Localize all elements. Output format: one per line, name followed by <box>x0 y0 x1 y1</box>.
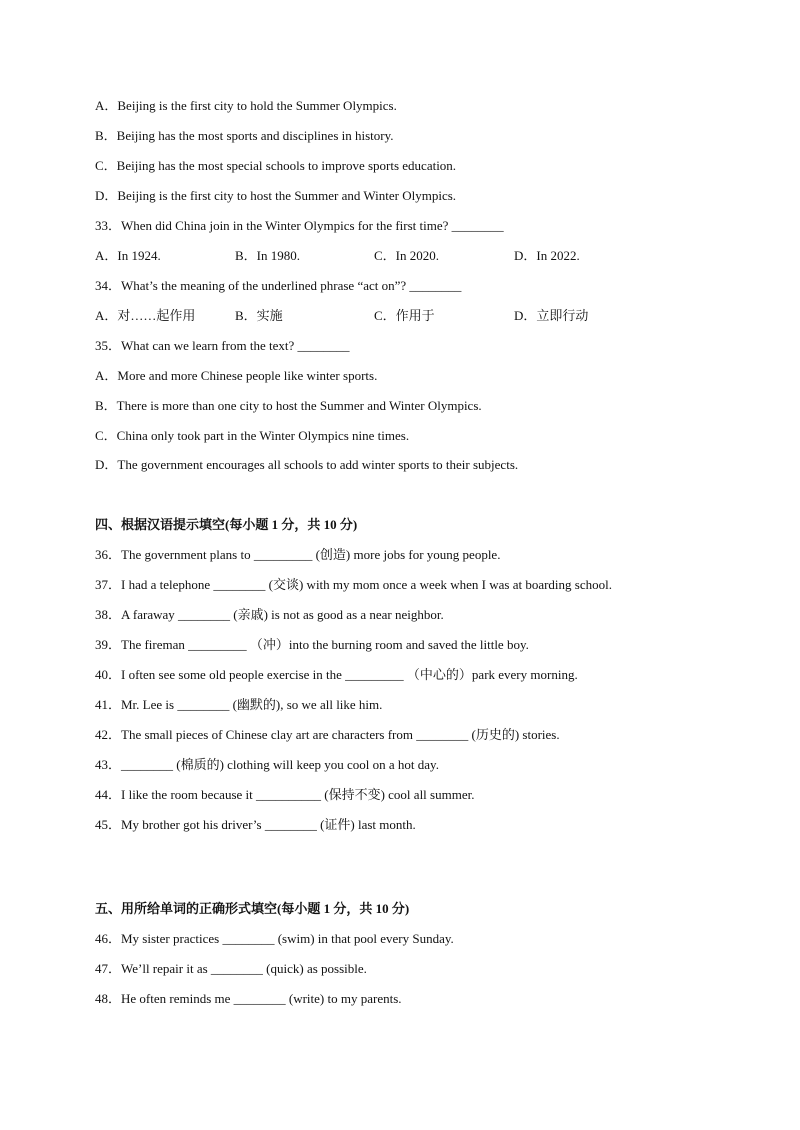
q33-option-b: B．In 1980. <box>235 248 301 263</box>
section4-item-40: 40．I often see some old people exercise in the _________ （中心的）park every morning. <box>95 667 578 682</box>
section4-item-37: 37．I had a telephone ________ (交谈) with my mom once a week when I was at boarding school. <box>95 577 612 592</box>
q34-option-d: D．立即行动 <box>514 308 589 323</box>
q34-option-b: B．实施 <box>235 308 283 323</box>
q32-option-a: A．Beijing is the first city to hold the Summer Olympics. <box>95 98 397 113</box>
q33-question: 33．When did China join in the Winter Olympics for the first time? ________ <box>95 218 504 233</box>
q35-option-a: A．More and more Chinese people like winter sports. <box>95 368 378 383</box>
section4-item-43: 43．________ (棉质的) clothing will keep you cool on a hot day. <box>95 757 439 772</box>
q34-option-c: C．作用于 <box>374 308 435 323</box>
section5-item-46: 46．My sister practices ________ (swim) in that pool every Sunday. <box>95 931 454 946</box>
q35-option-d: D．The government encourages all schools to add winter sports to their subjects. <box>95 457 519 472</box>
section4-item-36: 36．The government plans to _________ (创造) more jobs for young people. <box>95 547 501 562</box>
q32-option-d: D．Beijing is the first city to host the Summer and Winter Olympics. <box>95 188 457 203</box>
section4-item-45: 45．My brother got his driver’s ________ (证件) last month. <box>95 817 416 832</box>
q33-option-d: D．In 2022. <box>514 248 580 263</box>
q35-question: 35．What can we learn from the text? ________ <box>95 338 350 353</box>
section4-item-41: 41．Mr. Lee is ________ (幽默的), so we all like him. <box>95 697 383 712</box>
q32-option-c: C．Beijing has the most special schools to improve sports education. <box>95 158 457 173</box>
section5-item-47: 47．We’ll repair it as ________ (quick) as possible. <box>95 961 367 976</box>
q34-question: 34．What’s the meaning of the underlined phrase “act on”? ________ <box>95 278 462 293</box>
section4-item-38: 38．A faraway ________ (亲戚) is not as good as a near neighbor. <box>95 607 444 622</box>
q32-option-b: B．Beijing has the most sports and disciplines in history. <box>95 128 394 143</box>
q34-option-a: A．对……起作用 <box>95 308 196 323</box>
section4-item-39: 39．The fireman _________ （冲）into the burning room and saved the little boy. <box>95 637 529 652</box>
section5-heading: 五、用所给单词的正确形式填空(每小题 1 分，共 10 分) <box>95 901 410 916</box>
section5-item-48: 48．He often reminds me ________ (write) to my parents. <box>95 991 402 1006</box>
q33-option-a: A．In 1924. <box>95 248 161 263</box>
section4-item-42: 42．The small pieces of Chinese clay art are characters from ________ (历史的) stories. <box>95 727 560 742</box>
q35-option-c: C．China only took part in the Winter Olympics nine times. <box>95 428 410 443</box>
section4-heading: 四、根据汉语提示填空(每小题 1 分，共 10 分) <box>95 517 358 532</box>
section4-item-44: 44．I like the room because it __________ (保持不变) cool all summer. <box>95 787 475 802</box>
q35-option-b: B．There is more than one city to host the Summer and Winter Olympics. <box>95 398 482 413</box>
q33-option-c: C．In 2020. <box>374 248 440 263</box>
